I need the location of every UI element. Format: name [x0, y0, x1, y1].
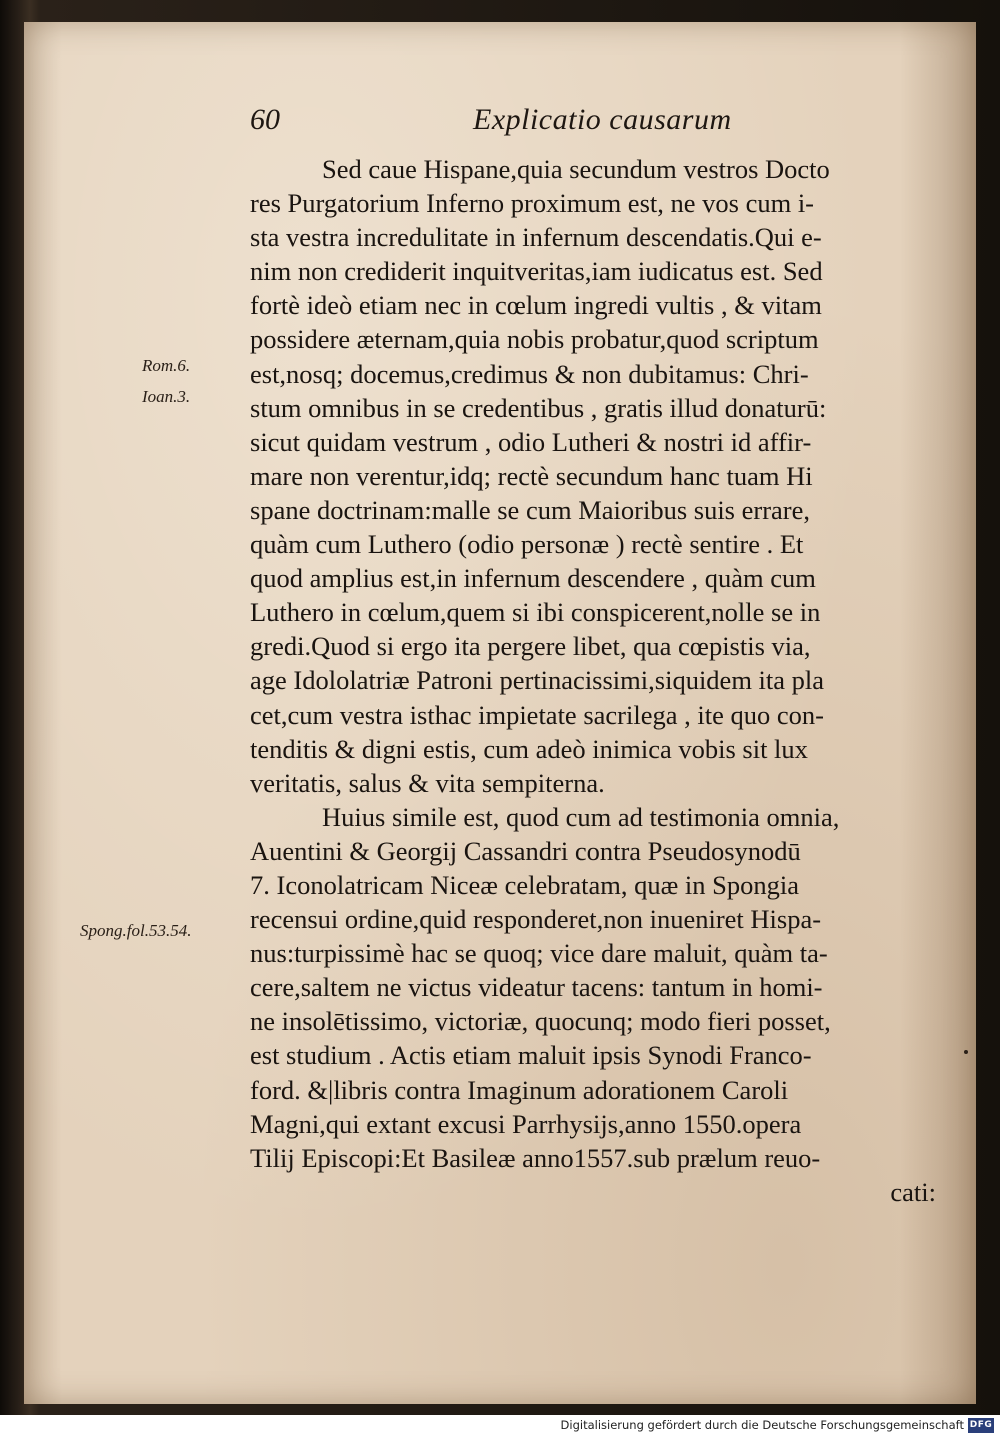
- text-line: Tilij Episcopi:Et Basileæ anno1557.sub prælum reuo-: [250, 1142, 821, 1173]
- running-head: [250, 103, 950, 143]
- page-number: 60: [250, 103, 280, 136]
- text-line: Auentini & Georgij Cassandri contra Pseudosynodū: [250, 835, 801, 866]
- text-line: possidere æternam,quia nobis probatur,quod scriptum: [250, 324, 819, 355]
- margin-note-rom: Rom.6.: [142, 356, 191, 375]
- footer-bar: [0, 1415, 1000, 1437]
- text-line: veritatis, salus & vita sempiterna.: [250, 767, 605, 798]
- text-line: cet,cum vestra isthac impietate sacrilega , ite quo con-: [250, 699, 824, 730]
- dfg-logo: DFG: [968, 1418, 994, 1433]
- text-line: age Idololatriæ Patroni pertinacissimi,siquidem ita pla: [250, 665, 825, 696]
- text-line: Huius simile est, quod cum ad testimonia omnia,: [322, 801, 840, 832]
- text-line: nim non crediderit inquitveritas,iam iudicatus est. Sed: [250, 256, 823, 287]
- margin-note-spong: Spong.fol.53.54.: [80, 921, 192, 940]
- text-line: Luthero in cœlum,quem si ibi conspicerent,nolle se in: [250, 597, 821, 628]
- body-text: [250, 152, 950, 1209]
- text-line: stum omnibus in se credentibus , gratis illud donaturū:: [250, 392, 827, 423]
- text-line: ne insolētissimo, victoriæ, quocunq; modo fieri posset,: [250, 1006, 831, 1037]
- text-line: fortè ideò etiam nec in cœlum ingredi vultis , & vitam: [250, 290, 822, 321]
- text-line: Magni,qui extant excusi Parrhysijs,anno 1550.opera: [250, 1108, 802, 1139]
- text-line: ford. &|libris contra Imaginum adorationem Caroli: [250, 1074, 789, 1105]
- text-line: tenditis & digni estis, cum adeò inimica vobis sit lux: [250, 733, 808, 764]
- text-line: Sed caue Hispane,quia secundum vestros Docto: [322, 154, 830, 184]
- ink-speck: [964, 1050, 968, 1054]
- text-line: quod amplius est,in infernum descendere , quàm cum: [250, 563, 816, 594]
- text-line: nus:turpissimè hac se quoq; vice dare maluit, quàm ta-: [250, 938, 828, 969]
- text-line: cere,saltem ne victus videatur tacens: tantum in homi-: [250, 972, 823, 1003]
- text-line: spane doctrinam:malle se cum Maioribus suis errare,: [250, 494, 811, 525]
- text-line: mare non verentur,idq; rectè secundum hanc tuam Hi: [250, 460, 813, 491]
- text-line: recensui ordine,quid responderet,non inueniret Hispa-: [250, 904, 822, 935]
- funding-credit: Digitalisierung gefördert durch die Deutsche Forschungsgemeinschaft: [560, 1418, 964, 1432]
- text-line: quàm cum Luthero (odio personæ ) rectè sentire . Et: [250, 529, 804, 560]
- margin-note-ioan: Ioan.3.: [142, 387, 191, 406]
- text-line: est,nosq; docemus,credimus & non dubitamus: Chri-: [250, 358, 809, 389]
- text-line: gredi.Quod si ergo ita pergere libet, qua cœpistis via,: [250, 631, 811, 662]
- text-line: sta vestra incredulitate in infernum descendatis.Qui e-: [250, 222, 822, 253]
- text-line: est studium . Actis etiam maluit ipsis Synodi Franco-: [250, 1040, 812, 1071]
- running-title: Explicatio causarum: [473, 103, 732, 136]
- text-line: res Purgatorium Inferno proximum est, ne vos cum i-: [250, 188, 815, 219]
- text-line: sicut quidam vestrum , odio Lutheri & nostri id affir-: [250, 426, 812, 457]
- catchword: cati:: [890, 1176, 936, 1207]
- text-line: 7. Iconolatricam Niceæ celebratam, quæ in Spongia: [250, 869, 799, 900]
